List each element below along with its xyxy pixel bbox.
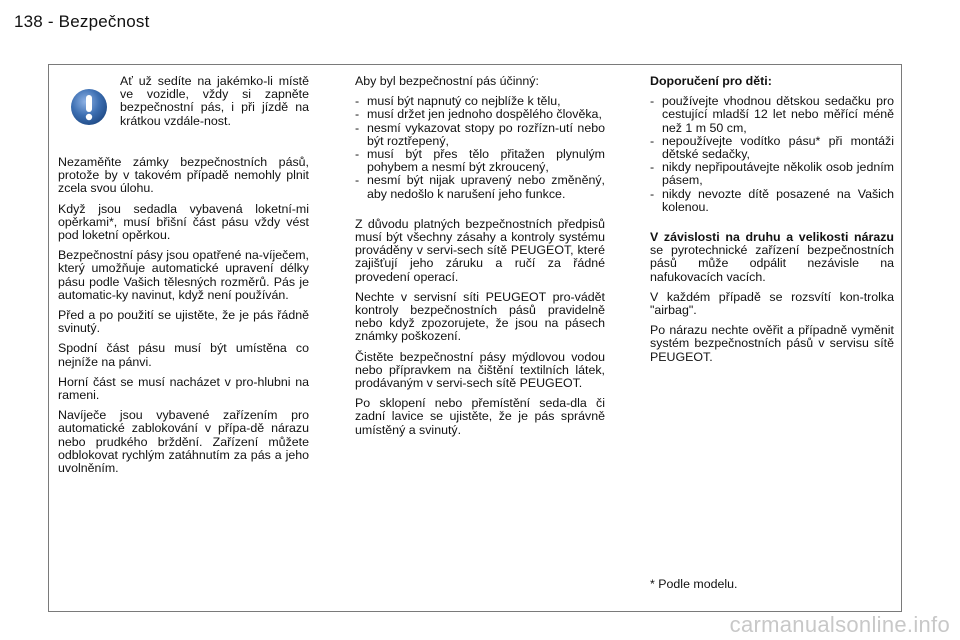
warning-box — [58, 75, 309, 151]
watermark: carmanualsonline.info — [729, 612, 950, 637]
impact-paragraph — [650, 231, 894, 284]
list-item: - musí držet jen jednoho dospělého člověka, — [355, 108, 605, 121]
list-item: - musí být napnutý co nejblíže k tělu, — [355, 95, 605, 108]
paragraph: Nezaměňte zámky bezpečnostních pásů, protože by v takovém případě nemohly plnit zcela svou úlohu. — [58, 155, 309, 196]
paragraph: Spodní část pásu musí být umístěna co nejníže na pánvi. — [58, 341, 309, 369]
column-right — [650, 75, 894, 371]
paragraph: Čistěte bezpečnostní pásy mýdlovou vodou nebo přípravkem na čištění textilních látek, prodávaným v servi-sech sítě PEUGEOT. — [355, 349, 605, 391]
list-item: - nepoužívejte vodítko pásu* při montáži dětské sedačky, — [650, 135, 894, 161]
paragraph: Nechte v servisní síti PEUGEOT pro-vádět kontroly bezpečnostních pásů pravidelně nebo když zpozorujete, že jsou na pásech známky poškození. — [355, 289, 605, 344]
paragraph: Navíječe jsou vybavené zařízením pro automatické zablokování v přípa-dě nárazu nebo prudkého brždění. Zařízení můžete odblokovat rychlým zatáhnutím za pás a jeho uvolněním. — [58, 408, 309, 476]
paragraph: Před a po použití se ujistěte, že je pás řádně svinutý. — [58, 308, 309, 336]
column-middle — [355, 75, 605, 444]
paragraph: Po sklopení nebo přemístění seda-dla či zadní lavice se ujistěte, že je pás správně umístěný a svinutý. — [355, 396, 605, 437]
list-item: - nikdy nevozte dítě posazené na Vašich kolenou. — [650, 188, 894, 214]
children-list — [650, 95, 894, 214]
paragraph: Horní část se musí nacházet v pro-hlubni na rameni. — [58, 374, 309, 403]
exclamation-icon — [70, 88, 108, 126]
list-intro: Aby byl bezpečnostní pás účinný: — [355, 74, 539, 88]
content-frame — [48, 64, 902, 612]
impact-text: se pyrotechnické zařízení bezpečnostních pásů může odpálit nezávisle na nafukovacích vacích. — [650, 243, 894, 284]
list-item: - nikdy nepřipoutávejte několik osob jedním pásem, — [650, 161, 894, 187]
page-title: 138 - Bezpečnost — [14, 12, 150, 31]
list-item: - nesmí vykazovat stopy po rozřízn-utí nebo být roztřepený, — [355, 122, 605, 148]
paragraph: Bezpečnostní pásy jsou opatřené na-víječem, který umožňuje automatické upravení délky pásu podle Vašich tělesných rozměrů. Pás je automatic-ky navinut, když není používán. — [58, 248, 309, 302]
list-item: - musí být přes tělo přitažen plynulým pohybem a nesmí být zkroucený, — [355, 148, 605, 174]
children-heading: Doporučení pro děti: — [650, 74, 772, 88]
paragraph: Z důvodu platných bezpečnostních předpisů musí být všechny zásahy a kontroly systému prováděny v servi-sech sítě PEUGEOT, které zajišťují jeho záruku a ručí za řádné provedení operací. — [355, 216, 605, 284]
paragraph: V každém případě se rozsvítí kon-trolka "airbag". — [650, 289, 894, 318]
column-left — [58, 75, 309, 482]
requirements-list — [355, 95, 605, 201]
footnote: * Podle modelu. — [650, 577, 738, 591]
list-item: - používejte vhodnou dětskou sedačku pro cestující mladší 12 let nebo měřící méně než 1 m 50 cm, — [650, 95, 894, 135]
paragraph: Po nárazu nechte ověřit a případně vyměnit systém bezpečnostních pásů v servisu sítě PEUGEOT. — [650, 323, 894, 364]
list-item: - nesmí být nijak upravený nebo změněný, aby nedošlo k narušení jeho funkce. — [355, 174, 605, 200]
warning-text: Ať už sedíte na jakémko-li místě ve vozidle, vždy si zapněte bezpečnostní pás, i při jízdě na krátkou vzdále-nost. — [120, 74, 309, 128]
impact-bold: V závislosti na druhu a velikosti nárazu — [650, 230, 894, 245]
paragraph: Když jsou sedadla vybavená loketní-mi opěrkami*, musí břišní část pásu vždy vést pod loketní opěrkou. — [58, 201, 309, 243]
